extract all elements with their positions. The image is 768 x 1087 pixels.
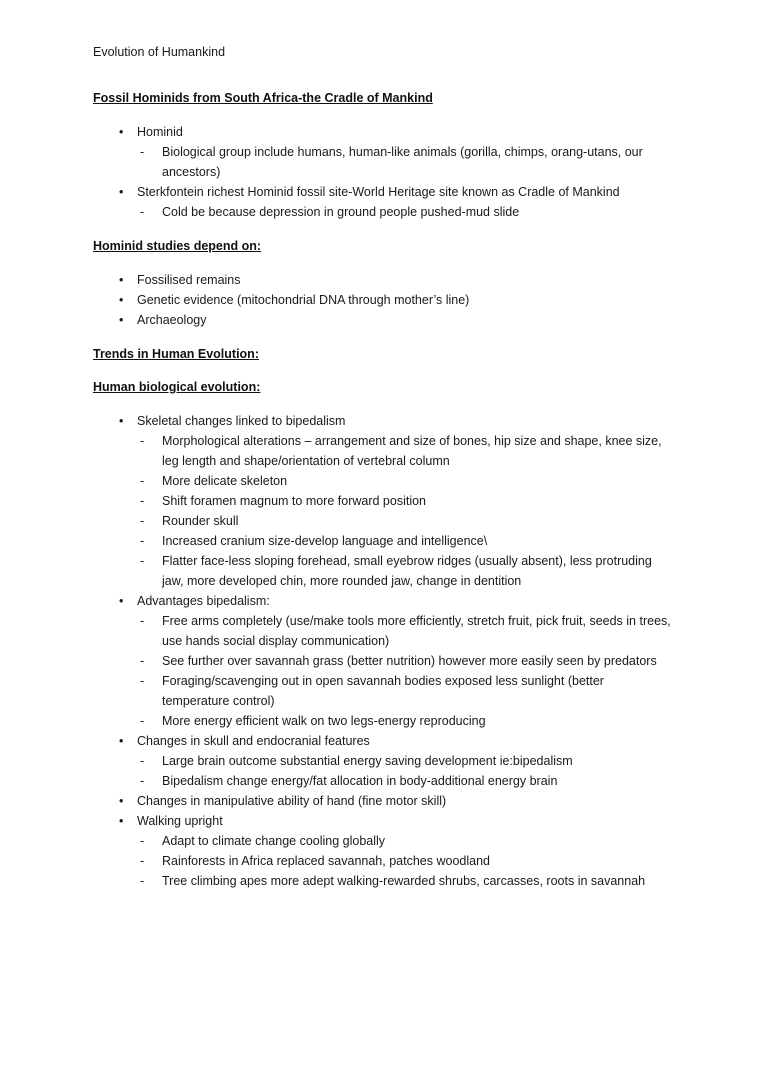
sub-list-item-text: Adapt to climate change cooling globally xyxy=(162,834,386,848)
sub-bullet-list xyxy=(137,831,672,891)
list-item xyxy=(93,182,672,222)
page-title: Evolution of Humankind xyxy=(93,45,226,59)
section-heading: Hominid studies depend on: xyxy=(93,239,262,253)
sub-bullet-list xyxy=(137,431,672,591)
dash-icon: - xyxy=(140,714,145,728)
dash-icon: - xyxy=(140,554,145,568)
list-item xyxy=(93,270,672,290)
list-item-text: Walking upright xyxy=(137,814,223,828)
list-item-text: Advantages bipedalism: xyxy=(137,594,270,608)
spacer xyxy=(93,364,672,377)
dash-icon: - xyxy=(140,854,145,868)
sub-list-item xyxy=(137,651,672,671)
section-heading: Human biological evolution: xyxy=(93,380,261,394)
section-heading: Fossil Hominids from South Africa-the Cradle of Mankind xyxy=(93,91,433,105)
sub-list-item xyxy=(137,491,672,511)
list-item-text: Fossilised remains xyxy=(137,273,241,287)
list-item xyxy=(93,310,672,330)
list-item-text: Changes in manipulative ability of hand (fine motor skill) xyxy=(137,794,447,808)
list-item-text: Skeletal changes linked to bipedalism xyxy=(137,414,346,428)
sub-list-item xyxy=(137,511,672,531)
bullet-icon: • xyxy=(119,814,124,828)
list-item-text: Hominid xyxy=(137,125,183,139)
bullet-icon: • xyxy=(119,794,124,808)
sub-list-item-text: Increased cranium size-develop language and intelligence\ xyxy=(162,534,488,548)
sub-list-item xyxy=(137,871,672,891)
sub-list-item-text: Tree climbing apes more adept walking-rewarded shrubs, carcasses, roots in savannah xyxy=(162,874,646,888)
bullet-icon: • xyxy=(119,293,124,307)
dash-icon: - xyxy=(140,774,145,788)
sub-list-item-text: Foraging/scavenging out in open savannah bodies exposed less sunlight (better temperature control) xyxy=(162,674,604,708)
list-item-text: Genetic evidence (mitochondrial DNA through mother’s line) xyxy=(137,293,470,307)
sub-list-item xyxy=(137,751,672,771)
list-item-text: Archaeology xyxy=(137,313,207,327)
sub-list-item-text: Free arms completely (use/make tools more efficiently, stretch fruit, pick fruit, seeds in trees, use hands social display communication) xyxy=(162,614,671,648)
list-item xyxy=(93,290,672,310)
spacer xyxy=(93,330,672,344)
sub-list-item-text: More energy efficient walk on two legs-energy reproducing xyxy=(162,714,486,728)
dash-icon: - xyxy=(140,494,145,508)
list-item xyxy=(93,591,672,731)
sub-bullet-list xyxy=(137,202,672,222)
sub-list-item xyxy=(137,202,672,222)
sub-list-item-text: Large brain outcome substantial energy saving development ie:bipedalism xyxy=(162,754,573,768)
dash-icon: - xyxy=(140,834,145,848)
sub-list-item-text: Biological group include humans, human-like animals (gorilla, chimps, orang-utans, our ancestors) xyxy=(162,145,643,179)
sub-list-item xyxy=(137,471,672,491)
list-item xyxy=(93,731,672,791)
dash-icon: - xyxy=(140,874,145,888)
bullet-list xyxy=(93,122,672,222)
bullet-icon: • xyxy=(119,273,124,287)
list-item xyxy=(93,791,672,811)
sub-list-item xyxy=(137,611,672,651)
sub-bullet-list xyxy=(137,751,672,791)
bullet-list xyxy=(93,270,672,330)
sub-list-item xyxy=(137,771,672,791)
dash-icon: - xyxy=(140,145,145,159)
spacer xyxy=(93,222,672,236)
list-item xyxy=(93,122,672,182)
sub-list-item xyxy=(137,142,672,182)
dash-icon: - xyxy=(140,674,145,688)
bullet-icon: • xyxy=(119,594,124,608)
sub-list-item-text: More delicate skeleton xyxy=(162,474,288,488)
sub-list-item-text: Cold be because depression in ground people pushed-mud slide xyxy=(162,205,520,219)
spacer xyxy=(93,256,672,270)
spacer xyxy=(93,397,672,411)
sub-list-item-text: Shift foramen magnum to more forward position xyxy=(162,494,427,508)
sub-bullet-list xyxy=(137,611,672,731)
bullet-list xyxy=(93,411,672,891)
dash-icon: - xyxy=(140,474,145,488)
bullet-icon: • xyxy=(119,734,124,748)
list-item-text: Changes in skull and endocranial features xyxy=(137,734,370,748)
dash-icon: - xyxy=(140,754,145,768)
list-item-text: Sterkfontein richest Hominid fossil site-World Heritage site known as Cradle of Mankind xyxy=(137,185,620,199)
spacer xyxy=(93,108,672,122)
sub-list-item xyxy=(137,671,672,711)
sub-list-item-text: Flatter face-less sloping forehead, small eyebrow ridges (usually absent), less protruding jaw, more developed chin, more rounded jaw, change in dentition xyxy=(162,554,652,588)
dash-icon: - xyxy=(140,654,145,668)
document-body xyxy=(93,88,672,891)
dash-icon: - xyxy=(140,514,145,528)
bullet-icon: • xyxy=(119,313,124,327)
sub-list-item-text: See further over savannah grass (better nutrition) however more easily seen by predators xyxy=(162,654,657,668)
bullet-icon: • xyxy=(119,414,124,428)
dash-icon: - xyxy=(140,434,145,448)
sub-list-item xyxy=(137,551,672,591)
sub-list-item xyxy=(137,431,672,471)
dash-icon: - xyxy=(140,205,145,219)
list-item xyxy=(93,811,672,891)
dash-icon: - xyxy=(140,534,145,548)
list-item xyxy=(93,411,672,591)
sub-list-item-text: Bipedalism change energy/fat allocation in body-additional energy brain xyxy=(162,774,558,788)
sub-list-item-text: Rounder skull xyxy=(162,514,239,528)
sub-bullet-list xyxy=(137,142,672,182)
bullet-icon: • xyxy=(119,125,124,139)
sub-list-item xyxy=(137,711,672,731)
section-heading: Trends in Human Evolution: xyxy=(93,347,259,361)
sub-list-item-text: Rainforests in Africa replaced savannah, patches woodland xyxy=(162,854,490,868)
bullet-icon: • xyxy=(119,185,124,199)
dash-icon: - xyxy=(140,614,145,628)
sub-list-item xyxy=(137,851,672,871)
sub-list-item-text: Morphological alterations – arrangement and size of bones, hip size and shape, knee size, leg length and shape/orientation of vertebral column xyxy=(162,434,662,468)
sub-list-item xyxy=(137,531,672,551)
sub-list-item xyxy=(137,831,672,851)
